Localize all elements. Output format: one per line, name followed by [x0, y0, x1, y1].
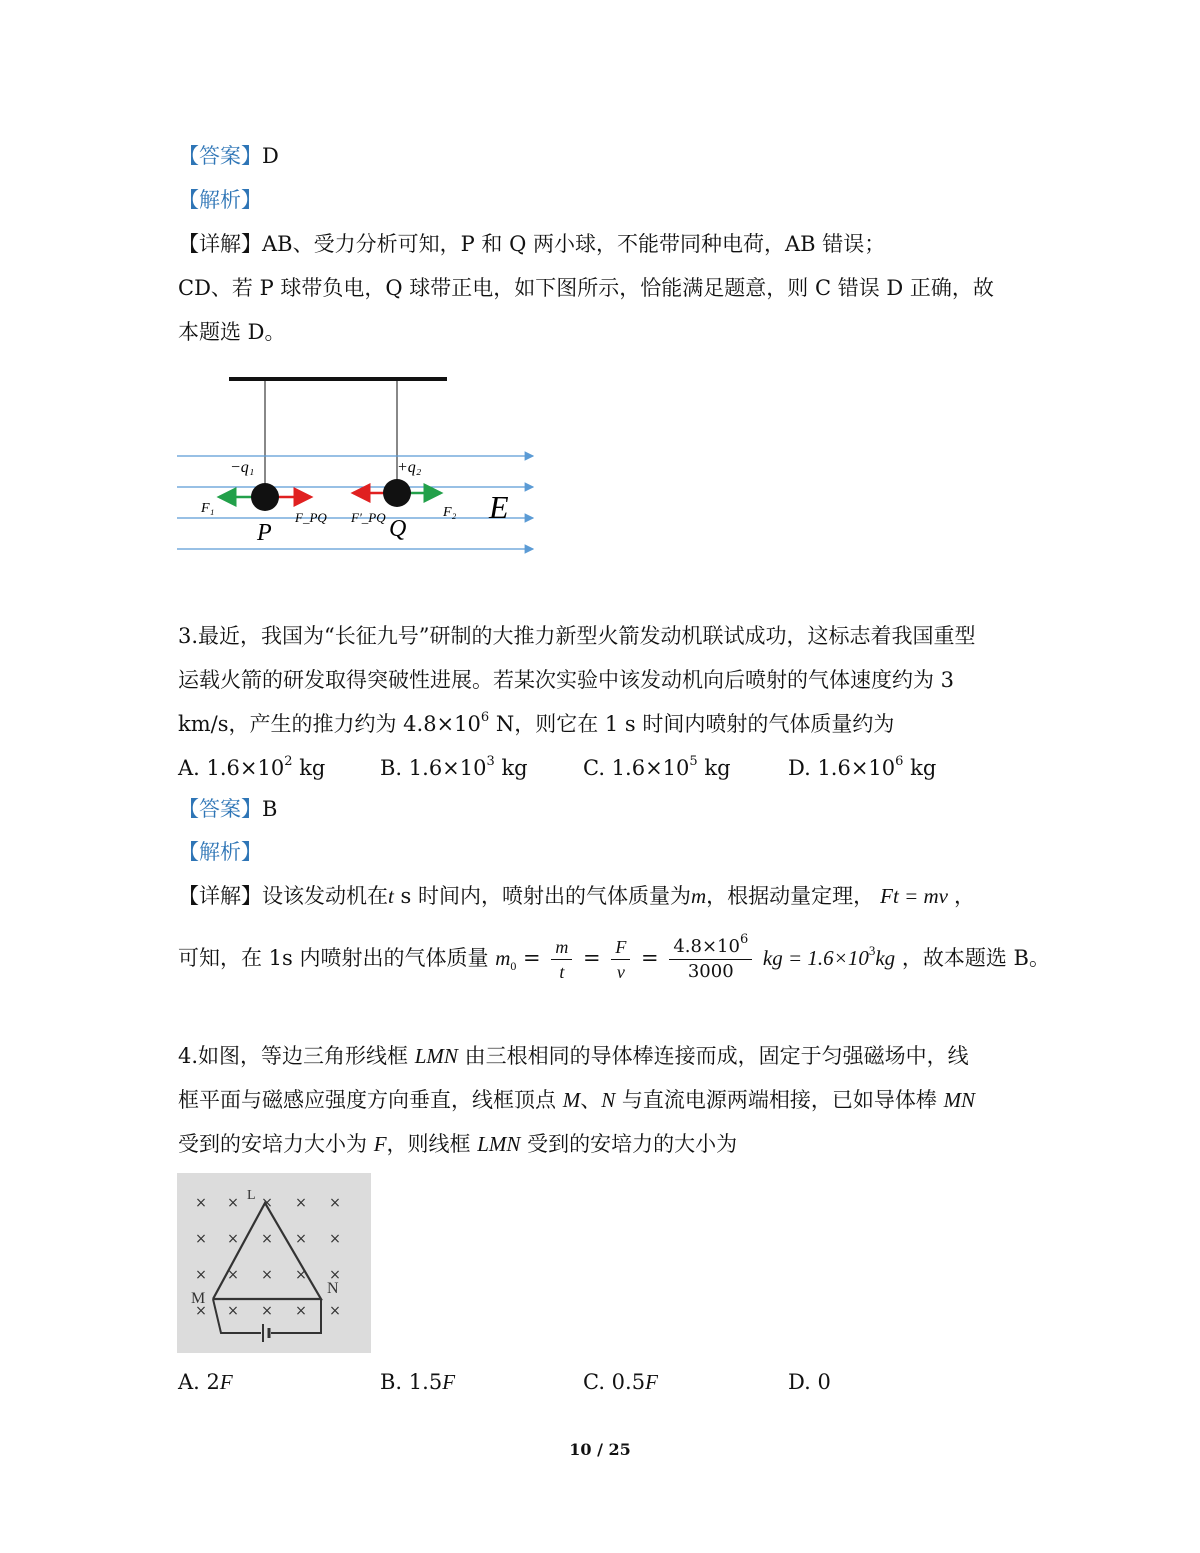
- option-var: F: [442, 1370, 456, 1394]
- stem-text: 、: [580, 1088, 602, 1112]
- force-fpq-prime-label: F′_PQ: [351, 510, 386, 525]
- answer-value: D: [262, 144, 279, 168]
- field-cross: ×: [261, 1195, 273, 1211]
- fraction-f-over-v: [611, 935, 630, 984]
- detail-line-1: [178, 230, 885, 258]
- force-fpq-label: F_PQ: [295, 510, 327, 525]
- q3-option-b: [380, 754, 528, 782]
- detail-text: ，: [953, 884, 975, 908]
- option-prefix: B. 1.5: [380, 1370, 443, 1394]
- option-exp: 2: [284, 754, 293, 769]
- equals-sign: =: [523, 946, 541, 970]
- frac-num: F: [611, 935, 630, 960]
- result-exp: 3: [868, 943, 876, 958]
- vertex-l-label: L: [247, 1188, 256, 1203]
- option-prefix: C. 0.5: [583, 1370, 646, 1394]
- option-prefix: A. 2: [178, 1370, 220, 1394]
- option-suffix: kg: [292, 756, 326, 780]
- field-cross: ×: [295, 1231, 307, 1247]
- field-cross: ×: [261, 1303, 273, 1319]
- charge-q-label: +q₂: [397, 459, 422, 476]
- option-exp: 6: [895, 754, 904, 769]
- stem-text: 与直流电源两端相接，已如导体棒: [615, 1088, 944, 1112]
- answer-tag: 【答案】: [178, 797, 262, 821]
- q4-option-d: [788, 1368, 831, 1396]
- detail-tag: 【详解】: [178, 232, 262, 256]
- q4-option-a: [178, 1368, 233, 1396]
- sphere-q-label: Q: [389, 516, 407, 542]
- frac-num-base: 4.8×10: [673, 936, 740, 957]
- answer-line-q2: [178, 142, 279, 170]
- analysis-tag-q2: [178, 186, 262, 214]
- q3-stem-part-b: N，则它在 1 s 时间内喷射的气体质量约为: [489, 712, 895, 736]
- detail-tag: 【详解】: [178, 884, 262, 908]
- q3-stem-exp: 6: [480, 710, 490, 725]
- q4-option-c: [583, 1368, 658, 1396]
- m0-symbol: [495, 946, 517, 974]
- answer-tag: 【答案】: [178, 144, 262, 168]
- detail-text: AB、受力分析可知，P 和 Q 两小球，不能带同种电荷，AB 错误；: [262, 232, 886, 256]
- frac-num-exp: 6: [739, 932, 749, 947]
- option-prefix: B. 1.6×10: [380, 756, 487, 780]
- equals-sign: =: [583, 946, 601, 970]
- option-suffix: kg: [903, 756, 937, 780]
- q3-stem-line-2: 运载火箭的研发取得突破性进展。若某次实验中该发动机向后喷射的气体速度约为 3: [178, 668, 955, 692]
- stem-text: ，则线框: [386, 1132, 478, 1156]
- frac-num: m: [551, 935, 572, 960]
- var-m: m: [690, 884, 707, 908]
- var-lmn: LMN: [477, 1132, 521, 1156]
- field-cross: ×: [329, 1267, 341, 1283]
- var-m: M: [562, 1088, 581, 1112]
- field-cross: ×: [195, 1195, 207, 1211]
- q3-detail-line-2: [178, 928, 1050, 996]
- charged-spheres-figure: [175, 370, 545, 570]
- option-suffix: kg: [697, 756, 731, 780]
- m0-base: m: [495, 946, 511, 970]
- stem-text: 受到的安培力的大小为: [520, 1132, 738, 1156]
- q4-stem-line-1: [178, 1042, 969, 1070]
- charge-p-label: −q₁: [230, 459, 255, 476]
- stem-text: 框平面与磁感应强度方向垂直，线框顶点: [178, 1088, 563, 1112]
- frac-den: v: [616, 962, 625, 982]
- detail-line-2: CD、若 P 球带负电，Q 球带正电，如下图所示，恰能满足题意，则 C 错误 D 正确，故: [178, 276, 994, 300]
- field-e-label: E: [489, 489, 509, 525]
- q3-stem-line-3: [178, 710, 894, 738]
- detail-text: 可知，在 1s 内喷射出的气体质量: [178, 946, 489, 970]
- detail-text: 设该发动机在: [262, 884, 388, 908]
- q4-stem-line-2: [178, 1086, 975, 1114]
- field-cross: ×: [195, 1231, 207, 1247]
- field-cross: ×: [329, 1231, 341, 1247]
- field-cross: ×: [261, 1231, 273, 1247]
- var-mn: MN: [943, 1088, 976, 1112]
- field-cross: ×: [295, 1303, 307, 1319]
- option-suffix: kg: [494, 756, 528, 780]
- field-cross: ×: [227, 1303, 239, 1319]
- force-f2-label: F₂: [443, 505, 457, 520]
- detail-text: s 时间内，喷射出的气体质量为: [393, 884, 691, 908]
- var-t: t: [388, 884, 394, 908]
- field-cross: ×: [195, 1303, 207, 1319]
- detail-text: ，故本题选 B。: [901, 946, 1050, 970]
- detail-line-3: 本题选 D。: [178, 320, 286, 344]
- var-f: F: [373, 1132, 387, 1156]
- var-lmn: LMN: [414, 1044, 458, 1068]
- q4-stem-line-3: [178, 1130, 737, 1158]
- field-cross: ×: [227, 1195, 239, 1211]
- equals-sign: =: [641, 946, 659, 970]
- sphere-q: [383, 479, 411, 507]
- answer-line-q3: [178, 795, 277, 823]
- stem-text: 受到的安培力大小为: [178, 1132, 374, 1156]
- analysis-tag: 【解析】: [178, 188, 262, 212]
- result-part-b: kg: [875, 946, 896, 970]
- triangle-frame-figure: [177, 1173, 371, 1353]
- q4-option-b: [380, 1368, 455, 1396]
- field-cross: ×: [295, 1195, 307, 1211]
- frac-den: t: [559, 962, 565, 982]
- option-exp: 3: [486, 754, 495, 769]
- q3-stem-part-a: km/s，产生的推力约为 4.8×10: [178, 712, 481, 736]
- stem-text: 由三根相同的导体棒连接而成，固定于匀强磁场中，线: [457, 1044, 969, 1068]
- q3-option-c: [583, 754, 731, 782]
- field-cross: ×: [227, 1267, 239, 1283]
- field-cross: ×: [261, 1267, 273, 1283]
- option-prefix: A. 1.6×10: [178, 756, 285, 780]
- var-n: N: [601, 1088, 616, 1112]
- option-exp: 5: [689, 754, 698, 769]
- field-cross: ×: [295, 1267, 307, 1283]
- field-cross: ×: [329, 1303, 341, 1319]
- answer-value: B: [262, 797, 278, 821]
- analysis-tag-q3: [178, 838, 262, 866]
- q3-stem-line-1: 3.最近，我国为“长征九号”研制的大推力新型火箭发动机联试成功，这标志着我国重型: [178, 624, 976, 648]
- sphere-p-label: P: [257, 520, 272, 546]
- option-prefix: C. 1.6×10: [583, 756, 690, 780]
- momentum-equation: Ft = mv: [880, 884, 948, 908]
- vertex-n-label: N: [327, 1280, 339, 1297]
- option-var: F: [645, 1370, 658, 1394]
- option-prefix: D. 0: [788, 1370, 831, 1394]
- vertex-m-label: M: [191, 1290, 206, 1307]
- q3-detail-line-1: [178, 882, 975, 910]
- option-var: F: [219, 1370, 233, 1394]
- field-cross: ×: [227, 1231, 239, 1247]
- detail-text: ，根据动量定理，: [706, 884, 875, 908]
- fraction-numeric: [669, 932, 752, 984]
- field-cross: ×: [329, 1195, 341, 1211]
- q3-option-d: [788, 754, 936, 782]
- fraction-m-over-t: [551, 935, 572, 984]
- stem-text: 4.如图，等边三角形线框: [178, 1044, 415, 1068]
- result-expression: [762, 943, 896, 970]
- page-number: 10 / 25: [569, 1440, 631, 1459]
- option-prefix: D. 1.6×10: [788, 756, 896, 780]
- frac-den: 3000: [687, 961, 734, 982]
- force-f1-label: F₁: [201, 501, 215, 516]
- field-cross: ×: [195, 1267, 207, 1283]
- q3-option-a: [178, 754, 325, 782]
- sphere-p: [251, 483, 279, 511]
- result-part-a: kg = 1.6×10: [762, 946, 869, 970]
- m0-sub: 0: [510, 959, 517, 974]
- analysis-tag: 【解析】: [178, 840, 262, 864]
- frac-num: [669, 932, 752, 960]
